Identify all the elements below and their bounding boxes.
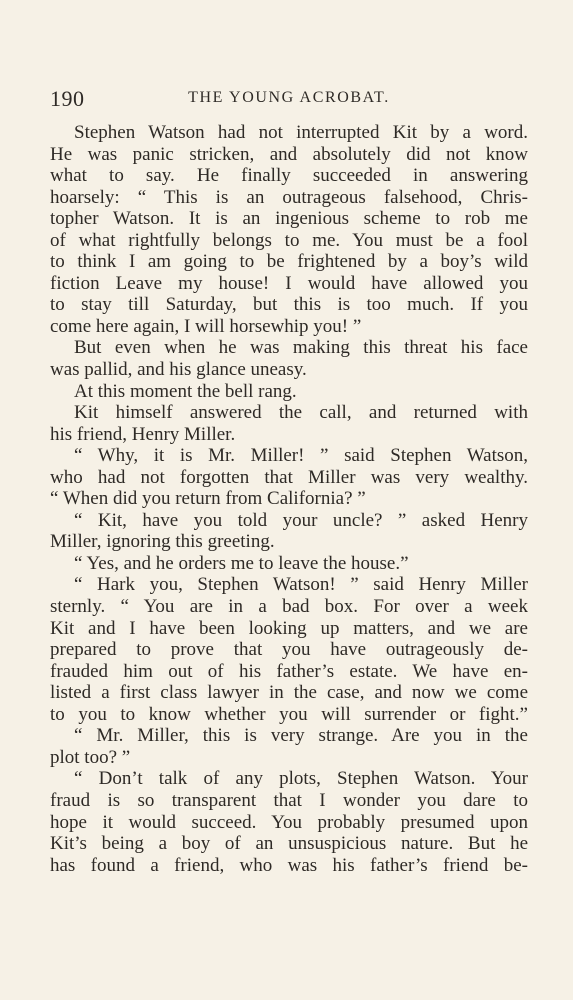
- text-line: Miller, ignoring this greeting.: [50, 531, 275, 553]
- page-number: 190: [50, 86, 85, 111]
- text-line: He was panic stricken, and absolutely did not know: [50, 143, 528, 165]
- text-line: “ Kit, have you told your uncle? ” asked Henry: [74, 509, 528, 531]
- text-line: to think I am going to be frightened by a boy’s wild: [50, 251, 528, 273]
- text-line: sternly. “ You are in a bad box. For over a week: [50, 596, 528, 618]
- text-line: to you to know whether you will surrender or fight.”: [50, 703, 528, 725]
- text-line: plot too? ”: [50, 746, 131, 768]
- body-text: [50, 122, 528, 876]
- text-line: to stay till Saturday, but this is too much. If you: [50, 294, 528, 316]
- running-title: THE YOUNG ACROBAT.: [188, 89, 390, 106]
- text-line: “ Yes, and he orders me to leave the house.”: [74, 552, 409, 574]
- text-line: listed a first class lawyer in the case, and now we come: [50, 682, 528, 704]
- text-line: topher Watson. It is an ingenious scheme to rob me: [50, 208, 528, 230]
- text-line: frauded him out of his father’s estate. We have en-: [50, 660, 528, 682]
- text-line: Stephen Watson had not interrupted Kit by a word.: [74, 122, 528, 143]
- text-line: “ Mr. Miller, this is very strange. Are you in the: [74, 725, 528, 747]
- text-line: Kit’s being a boy of an unsuspicious nature. But he: [50, 833, 528, 855]
- page-header: [50, 86, 528, 110]
- text-line: “ When did you return from California? ”: [50, 488, 366, 510]
- text-line: has found a friend, who was his father’s friend be-: [50, 854, 528, 876]
- text-line: who had not forgotten that Miller was very wealthy.: [50, 466, 528, 488]
- text-line: Kit himself answered the call, and returned with: [74, 402, 528, 424]
- text-line: was pallid, and his glance uneasy.: [50, 359, 307, 381]
- text-line: But even when he was making this threat his face: [74, 337, 528, 359]
- text-line: Kit and I have been looking up matters, and we are: [50, 617, 528, 639]
- text-line: “ Hark you, Stephen Watson! ” said Henry Miller: [74, 574, 528, 596]
- text-line: fiction Leave my house! I would have allowed you: [50, 272, 528, 294]
- text-line: fraud is so transparent that I wonder you dare to: [50, 789, 528, 811]
- text-line: prepared to prove that you have outrageously de-: [50, 639, 528, 661]
- text-line: his friend, Henry Miller.: [50, 423, 236, 445]
- text-line: hoarsely: “ This is an outrageous falsehood, Chris-: [50, 186, 528, 208]
- text-line: “ Why, it is Mr. Miller! ” said Stephen Watson,: [74, 445, 528, 467]
- text-line: hope it would succeed. You probably presumed upon: [50, 811, 528, 833]
- text-line: what to say. He finally succeeded in answering: [50, 165, 528, 187]
- text-line: of what rightfully belongs to me. You must be a fool: [50, 229, 528, 251]
- text-line: come here again, I will horsewhip you! ”: [50, 315, 362, 337]
- text-line: At this moment the bell rang.: [74, 380, 297, 402]
- text-line: “ Don’t talk of any plots, Stephen Watson. Your: [74, 768, 528, 790]
